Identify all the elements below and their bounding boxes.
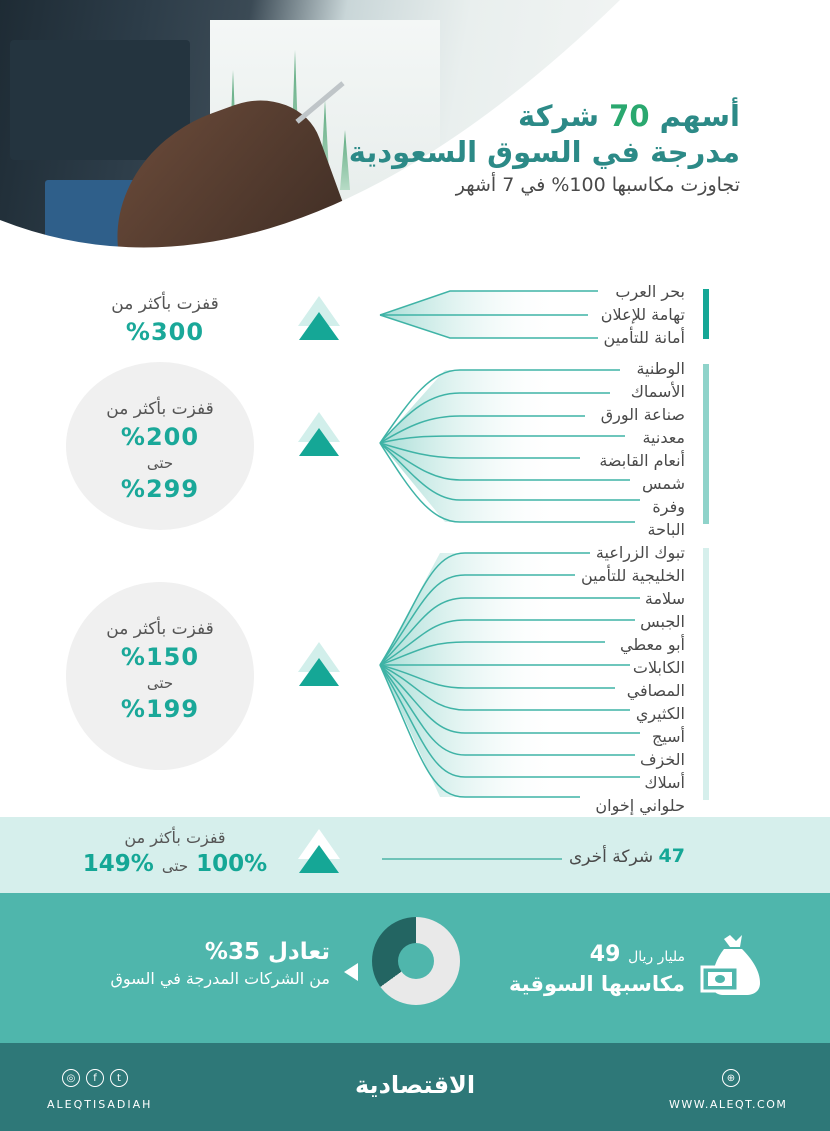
company-name: حلواني إخوان [595,796,685,815]
donut-chart [372,917,460,1005]
tier-until: حتى [146,454,174,472]
tier2-bar [703,364,709,524]
title-suffix: شركة [518,99,600,133]
share-value: تعادل 35% [204,939,330,965]
social-links [62,1069,128,1087]
share-desc: من الشركات المدرجة في السوق [110,969,330,988]
company-name: بحر العرب [615,282,685,301]
company-name: شمس [641,474,685,493]
company-name: أسلاك [644,773,685,792]
company-name: الخليجية للتأمين [580,566,685,585]
tier1-company-list [601,280,685,349]
company-name: صناعة الورق [600,405,685,424]
company-name: الجبس [640,612,685,631]
tier-until: حتى [161,857,189,875]
tier-percent-from: 100% [196,851,268,877]
title-prefix: أسهم [659,99,740,133]
company-name: تبوك الزراعية [595,543,685,562]
tier-percent-to: 149% [82,851,154,877]
tier1-label [90,292,240,348]
company-name: الكابلات [632,658,685,677]
brand-logo: الاقتصادية [355,1071,476,1099]
website-link[interactable]: WWW.ALEQT.COM [669,1098,788,1111]
others-line [382,858,562,860]
tier-percent-from: %150 [120,643,200,671]
tier1-bar [703,289,709,339]
company-name: الأسماك [630,382,685,401]
market-share [111,937,331,991]
tier3-company-list [581,541,685,817]
social-handle[interactable]: ALEQTISADIAH [47,1098,153,1111]
profit-label: مكاسبها السوقية [508,972,685,996]
globe-icon: ⊕ [722,1069,740,1087]
up-arrow-icon [298,412,340,456]
company-name: الكثيري [635,704,685,723]
company-name: الباحة [647,520,685,539]
tier2-label [85,397,235,505]
company-name: تهامة للإعلان [600,305,685,324]
profit-unit: مليار ريال [628,949,685,965]
tier-caption: قفزت بأكثر من [111,294,219,314]
tier4-label [80,827,270,881]
twitter-icon[interactable]: t [110,1069,128,1087]
tier-percent-from: %200 [120,423,200,451]
tier-percent-to: %299 [120,475,200,503]
facebook-icon[interactable]: f [86,1069,104,1087]
money-bag-icon [700,931,760,997]
company-name: أمانة للتأمين [603,328,685,347]
footer [0,1043,830,1131]
up-arrow-icon [298,296,340,340]
company-name: الخزف [639,750,685,769]
company-name: سلامة [644,589,685,608]
tier-percent: %300 [125,318,205,346]
title-number: 70 [609,99,650,133]
tier-percent-to: %199 [120,695,200,723]
subtitle: تجاوزت مكاسبها 100% في 7 أشهر [455,174,740,196]
tier-caption: قفزت بأكثر من [106,619,214,639]
company-name: الوطنية [636,359,685,378]
company-name: أنعام القابضة [599,451,685,470]
company-name: أسيج [651,727,685,746]
tier2-company-list [599,357,685,541]
tier-caption: قفزت بأكثر من [124,828,226,847]
company-name: معدنية [642,428,685,447]
pointer-triangle-icon [344,963,358,981]
stats-panel [0,893,830,1043]
tier3-bar [703,548,709,800]
market-gains [509,941,685,997]
up-arrow-icon [298,829,340,873]
instagram-icon[interactable]: ◎ [62,1069,80,1087]
tier3-label [85,617,235,725]
company-name: أبو معطي [620,635,685,654]
up-arrow-icon [298,642,340,686]
profit-value: 49 [589,942,621,967]
company-name: المصافي [626,681,685,700]
tier-caption: قفزت بأكثر من [106,399,214,419]
title-line2: مدرجة في السوق السعودية [348,135,740,169]
company-name: وفرة [652,497,685,516]
tier4-band [0,817,830,893]
tier-until: حتى [146,674,174,692]
others-count: 47 شركة أخرى [568,845,685,867]
